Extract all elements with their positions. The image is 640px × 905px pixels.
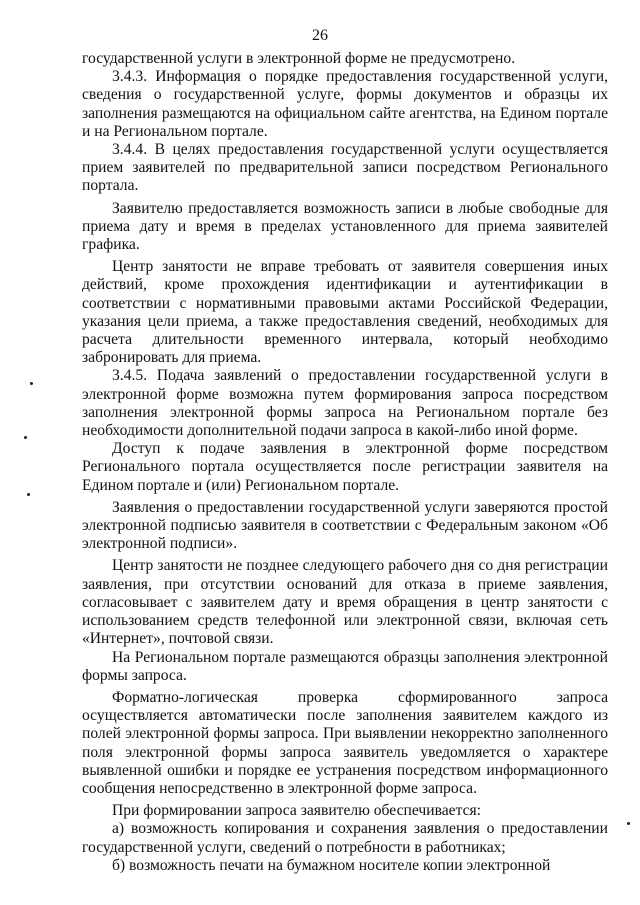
scan-speck <box>627 822 630 825</box>
scan-speck <box>27 493 30 496</box>
paragraph-provisions-intro: При формировании запроса заявителю обеспечивается: <box>112 802 481 820</box>
paragraph-format-check: Форматно-логическая проверка сформированного запроса осуществляется автоматически после заполнения заявителем каждого из полей электронной формы запроса. При выявлении некорректно заполненного поля электронной формы запроса заявитель уведомляется о характере выявленной ошибки и порядке ее устранения посредством информационного сообщения непосредственно в электронной форме запроса. <box>82 688 608 797</box>
scan-speck <box>30 382 33 385</box>
paragraph-appointment-agreement: Центр занятости не позднее следующего рабочего дня со дня регистрации заявления, при отсутствии оснований для отказа в приеме заявления, согласовывает с заявителем дату и время обращения в центр занятости с использованием средств телефонной или электронной связи, включая сеть «Интернет», почтовой связи. <box>82 557 608 648</box>
scan-speck <box>24 436 27 439</box>
paragraph-3-4-4: 3.4.4. В целях предоставления государственной услуги осуществляется прием заявителей по предварительной записи посредством Регионального портала. <box>82 141 608 195</box>
list-item-a: а) возможность копирования и сохранения заявления о предоставлении государственной услуги, сведений о потребности в работниках; <box>82 820 608 856</box>
paragraph-electronic-signature: Заявления о предоставлении государственной услуги заверяются простой электронной подписью заявителя в соответствии с Федеральным законом «Об электронной подписи». <box>82 498 608 553</box>
page-number: 26 <box>312 27 328 44</box>
document-body <box>82 50 608 875</box>
paragraph-form-samples: На Региональном портале размещаются образцы заполнения электронной формы запроса. <box>82 648 608 684</box>
list-item-b: б) возможность печати на бумажном носителе копии электронной <box>112 856 551 874</box>
paragraph-3-4-5: 3.4.5. Подача заявлений о предоставлении государственной услуги в электронной форме возможна путем формирования запроса посредством заполнения электронной формы запроса на Региональном портале без необходимости дополнительной подачи запроса в какой-либо иной форме. <box>82 367 608 440</box>
paragraph-booking-possibility: Заявителю предоставляется возможность записи в любые свободные для приема дату и время в пределах установленного для приема заявителей графика. <box>82 199 608 254</box>
paragraph-continuation: государственной услуги в электронной форме не предусмотрено. <box>82 50 516 67</box>
paragraph-employment-center-requirements: Центр занятости не вправе требовать от заявителя совершения иных действий, кроме прохождения идентификации и аутентификации в соответствии с нормативными правовыми актами Российской Федерации, указания цели приема, а также предоставления сведений, необходимых для расчета длительности временного интервала, который необходимо забронировать для приема. <box>82 258 608 367</box>
paragraph-3-4-3: 3.4.3. Информация о порядке предоставления государственной услуги, сведения о государственной услуге, формы документов и образцы их заполнения размещаются на официальном сайте агентства, на Едином портале и на Региональном портале. <box>82 68 608 140</box>
paragraph-access: Доступ к подаче заявления в электронной форме посредством Регионального портала осуществляется после регистрации заявителя на Едином портале и (или) Региональном портале. <box>82 440 608 494</box>
